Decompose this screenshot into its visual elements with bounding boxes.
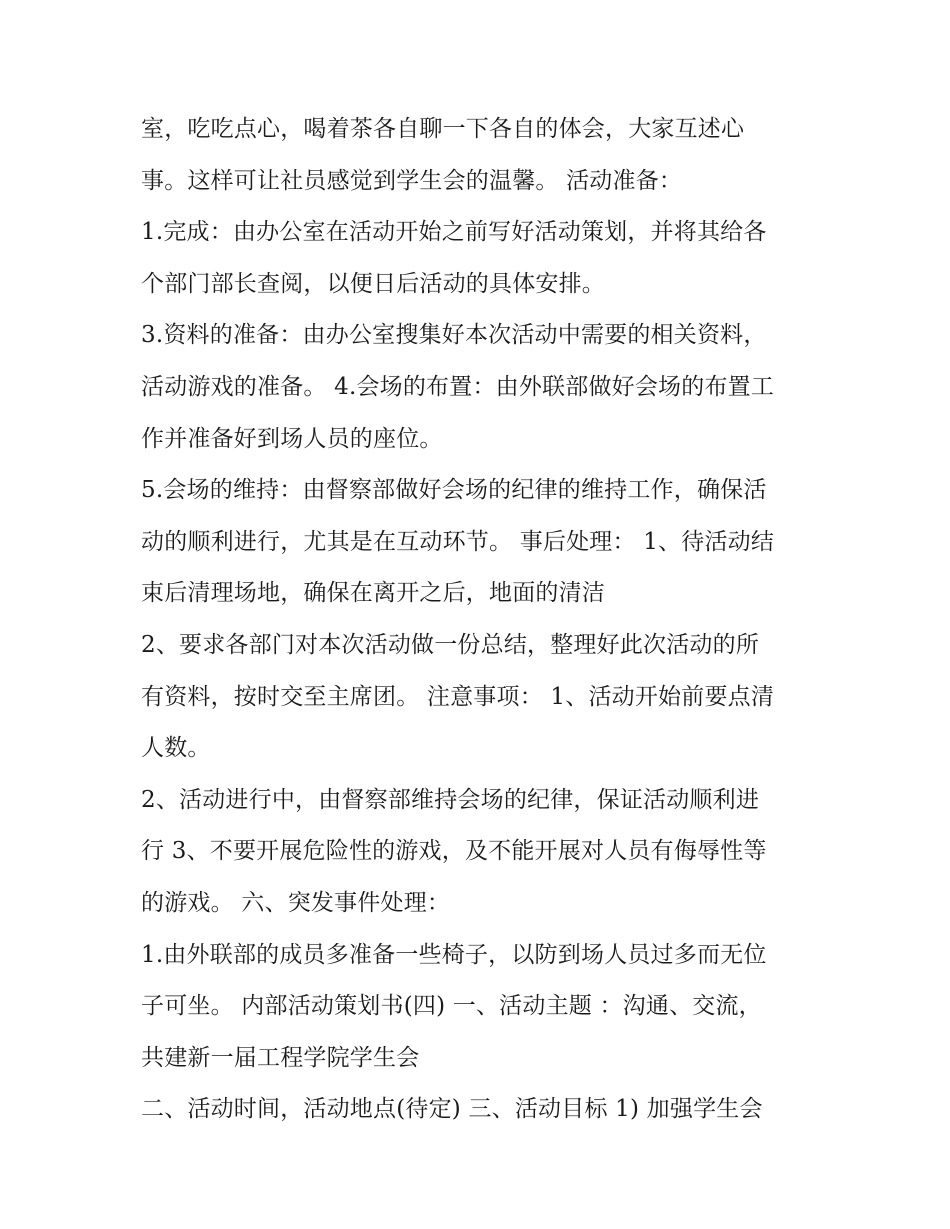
text-line: 行 3、不要开展危险性的游戏，及不能开展对人员有侮辱性等 — [141, 838, 767, 865]
text-line: 活动游戏的准备。 4.会场的布置：由外联部做好会场的布置工 — [141, 373, 775, 400]
text-line: 1.由外联部的成员多准备一些椅子，以防到场人员过多而无位 — [141, 941, 767, 968]
text-line: 3.资料的准备：由办公室搜集好本次活动中需要的相关资料， — [141, 322, 767, 349]
document-body — [141, 104, 821, 1136]
text-line: 事。这样可让社员感觉到学生会的温馨。 活动准备： — [141, 167, 683, 194]
text-line: 个部门部长查阅，以便日后活动的具体安排。 — [141, 270, 605, 297]
text-line: 动的顺利进行，尤其是在互动环节。 事后处理： 1、待活动结 — [141, 528, 775, 555]
text-line: 1.完成：由办公室在活动开始之前写好活动策划，并将其给各 — [141, 219, 767, 246]
text-line: 有资料，按时交至主席团。 注意事项： 1、活动开始前要点清 — [141, 683, 775, 710]
text-line: 5.会场的维持：由督察部做好会场的纪律的维持工作，确保活 — [141, 477, 767, 504]
text-line: 子可坐。 内部活动策划书(四) 一、活动主题 ：沟通、交流， — [141, 993, 762, 1020]
text-line: 共建新一届工程学院学生会 — [141, 1044, 420, 1071]
text-line: 2、要求各部门对本次活动做一份总结，整理好此次活动的所 — [141, 631, 760, 658]
text-line: 二、活动时间，活动地点(待定) 三、活动目标 1) 加强学生会 — [141, 1096, 763, 1123]
text-line: 的游戏。 六、突发事件处理： — [141, 889, 451, 916]
text-line: 人数。 — [141, 735, 211, 762]
text-line: 室，吃吃点心，喝着茶各自聊一下各自的体会，大家互述心 — [141, 116, 745, 142]
text-line: 作并准备好到场人员的座位。 — [141, 425, 443, 452]
text-line: 束后清理场地，确保在离开之后，地面的清洁 — [141, 580, 605, 607]
text-line: 2、活动进行中，由督察部维持会场的纪律，保证活动顺利进 — [141, 786, 760, 813]
